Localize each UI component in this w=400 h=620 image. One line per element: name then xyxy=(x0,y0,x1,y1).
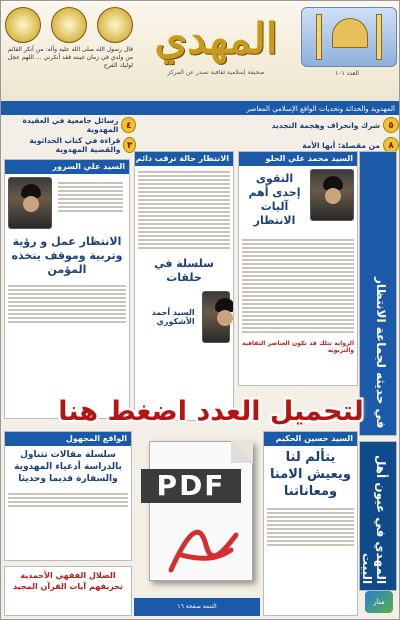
teaser-item[interactable] xyxy=(1,115,136,135)
article-headline[interactable]: سلسلة مقالات تتناول بالدراسة أدعياء المهدوية والسفارة قديما وحديثا xyxy=(14,450,122,484)
column-header: السيد حسين الحكيم xyxy=(264,432,357,446)
article-body xyxy=(239,234,357,338)
teaser-text: قراءة في كتاب الحداثوية والقضية المهدوية xyxy=(29,136,121,154)
article-subhead[interactable]: سلسلة في حلقات xyxy=(154,257,214,284)
pdf-download-icon[interactable] xyxy=(141,441,257,591)
download-link[interactable]: لتحميل العدد اضغط هنا xyxy=(58,396,364,427)
teaser-number: ٥ xyxy=(383,117,399,133)
article-column-f xyxy=(4,566,132,616)
column-header: الانتظار حالة ترقب دائم xyxy=(135,152,233,166)
author-portrait xyxy=(310,169,354,221)
article-headline[interactable]: الانتظار عمل و رؤية وتربية وموقف يتخذه المؤمن xyxy=(11,235,123,276)
teaser-text: شرك وانحراف وهجمة التجديد xyxy=(271,120,380,130)
article-body xyxy=(264,503,357,551)
crest-icon xyxy=(5,7,41,43)
author-portrait xyxy=(8,177,52,229)
article-headline[interactable]: الضلال الفقهي الأحمدية تحريفهم آيات القرآن المجيد xyxy=(12,571,124,591)
masthead-title: المهدي xyxy=(154,14,278,63)
teasers-left xyxy=(1,115,136,155)
continuation-note: التتمة صفحة ١٦ xyxy=(134,598,260,616)
teaser-text: رسائل جامعية في العقيدة المهدوية xyxy=(22,116,119,134)
mosque-icon xyxy=(301,7,397,67)
article-column-b xyxy=(134,151,234,421)
article-body xyxy=(5,488,131,512)
pdf-label: PDF xyxy=(141,469,241,503)
article-body xyxy=(55,177,126,229)
teaser-item[interactable] xyxy=(269,115,399,135)
masthead-title-block xyxy=(141,9,291,89)
column-header: السيد محمد علي الحلو xyxy=(239,152,357,166)
article-headline[interactable]: التقوى إحدى أهم آليات الانتظار xyxy=(248,172,301,227)
vertical-banner-text: المهدي في عيون أهل البيت xyxy=(360,454,388,584)
teaser-number: ٤ xyxy=(121,117,136,133)
vertical-banner-text: في حديثه لجماعة الانتظار xyxy=(374,277,388,429)
article-column-e xyxy=(4,431,132,561)
article-body xyxy=(5,280,129,328)
teasers-right xyxy=(269,115,399,155)
dome-icon xyxy=(51,7,87,43)
column-header: السيد علي السرور xyxy=(5,160,129,174)
issue-line: العدد ١٠١ xyxy=(335,70,359,77)
column-header: الواقع المجهول xyxy=(5,432,131,446)
masthead xyxy=(1,1,400,103)
author-name: السيد أحمد الأشكوري xyxy=(151,308,195,326)
article-column-g xyxy=(263,431,358,616)
article-body xyxy=(135,166,233,254)
author-portrait xyxy=(202,291,230,343)
masthead-subtitle: صحيفة إسلامية ثقافية تصدر عن المركز xyxy=(167,69,265,76)
vertical-banner-lower xyxy=(359,441,397,591)
acrobat-swoosh-icon xyxy=(161,515,241,575)
vertical-banner-right xyxy=(359,151,397,436)
article-column-c xyxy=(238,151,358,386)
teaser-text: من مقصلة: أيها الأمة xyxy=(302,140,380,150)
mosque-emblem-area xyxy=(297,7,397,97)
article-headline[interactable]: يتألم لنا ويعيش الامنا ومعاناتنا xyxy=(270,450,351,499)
teaser-number: ٨ xyxy=(383,137,399,153)
teaser-number: ٣ xyxy=(123,137,136,153)
masthead-left xyxy=(5,7,133,97)
teaser-item[interactable] xyxy=(1,135,136,155)
corner-logo-icon: منار xyxy=(365,591,393,613)
hadith-text: قال رسول الله صلى الله عليه وآله: من أنكر القائم من ولدي في زمان غيبته فقد أنكرني ... اللهم عجل لوليك الفرج xyxy=(7,46,133,69)
article-subhead: الرواية تتلك قد تكون العناصر الثقافية والتربوية xyxy=(242,340,354,354)
seal-icon xyxy=(97,7,133,43)
article-column-a xyxy=(4,159,130,419)
top-ribbon: المهدوية والحداثة وتحديات الواقع الإسلامي المعاصر xyxy=(1,103,400,115)
